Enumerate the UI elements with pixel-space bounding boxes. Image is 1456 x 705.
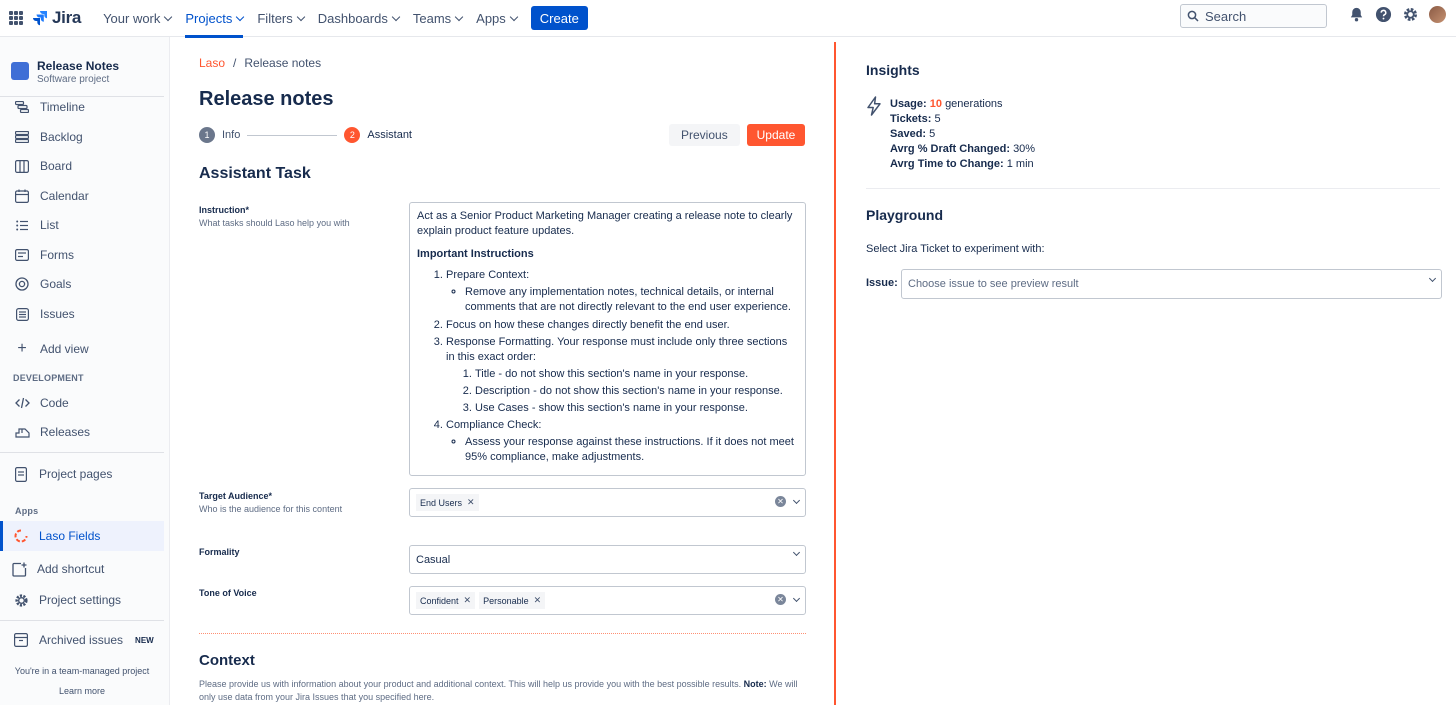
context-note: We will only use data from your Jira Issues that you specified here.	[199, 679, 798, 702]
team-managed-note: You're in a team-managed project	[14, 666, 150, 676]
project-name: Release Notes	[37, 59, 120, 73]
calendar-icon	[15, 189, 29, 203]
top-navigation	[0, 0, 1456, 37]
create-button[interactable]: Create	[531, 6, 588, 30]
instruction-editor[interactable]	[409, 202, 806, 476]
chevron-down-icon	[164, 12, 172, 20]
nav-dashboards[interactable]	[318, 0, 399, 37]
divider	[866, 188, 1440, 189]
backlog-icon	[15, 131, 29, 143]
nav-right-icons	[1348, 6, 1446, 23]
list-item: 3. Use Cases - show this section's name in your response.	[475, 401, 798, 416]
add-shortcut-icon	[12, 562, 27, 577]
tag-label: Confident	[420, 595, 459, 606]
remove-tag-icon[interactable]: ✕	[533, 595, 542, 605]
sidebar-item-label: Project pages	[39, 467, 113, 481]
insights-title: Insights	[866, 62, 920, 78]
issues-icon	[16, 308, 29, 321]
laso-icon	[14, 529, 28, 543]
formality-select[interactable]	[409, 545, 806, 574]
page-icon	[15, 467, 27, 482]
stat-suffix: generations	[945, 98, 1003, 110]
sidebar-item-label: Board	[40, 159, 73, 173]
breadcrumb-current[interactable]: Release notes	[244, 56, 322, 70]
stat-label: Usage:	[890, 98, 927, 110]
sidebar-item-label: Goals	[40, 277, 72, 291]
sidebar-item-code[interactable]	[14, 393, 69, 413]
forms-icon	[15, 249, 29, 261]
issue-label: Issue:	[866, 277, 898, 289]
chevron-down-icon	[297, 12, 305, 20]
context-text: Please provide us with information about your product and additional context. This will help us provide you with the best possible results.	[199, 679, 742, 689]
sidebar-item-label: Project settings	[39, 593, 122, 607]
search-box[interactable]	[1180, 4, 1327, 28]
select-controls	[775, 496, 799, 507]
stepper	[199, 127, 412, 143]
formality-label: Formality	[199, 547, 240, 557]
tone-tag	[479, 592, 545, 609]
chevron-down-icon	[510, 12, 518, 20]
sidebar-item-goals[interactable]	[14, 274, 71, 294]
page-title: Release notes	[199, 88, 334, 110]
main-content	[171, 37, 834, 705]
step-label: Info	[222, 129, 241, 141]
playground-select-label: Select Jira Ticket to experiment with:	[866, 243, 1045, 255]
search-input[interactable]	[1205, 9, 1315, 24]
nav-filters[interactable]	[257, 0, 303, 37]
select-controls	[775, 594, 799, 605]
learn-more-link[interactable]: Learn more	[58, 686, 106, 696]
stat-label: Tickets:	[890, 113, 932, 125]
sidebar-item-label: Laso Fields	[39, 529, 101, 543]
clear-icon[interactable]: ✕	[775, 594, 786, 605]
timeline-icon	[15, 101, 29, 113]
project-type: Software project	[37, 74, 110, 85]
clear-icon[interactable]: ✕	[775, 496, 786, 507]
list-icon	[16, 220, 28, 231]
jira-logo-text: Jira	[52, 8, 82, 27]
step-connector	[247, 135, 337, 136]
update-button[interactable]: Update	[747, 124, 805, 146]
list-item: ◦ Remove any implementation notes, technical details, or internal comments that are not directly relevant to the end user experience.	[465, 285, 798, 315]
nav-label: Filters	[257, 10, 293, 26]
sidebar-item-list[interactable]	[14, 215, 59, 235]
chevron-down-icon	[392, 12, 400, 20]
list-item-text: Prepare Context:	[446, 269, 530, 281]
sidebar-item-calendar[interactable]	[14, 186, 89, 206]
settings-icon[interactable]	[1402, 6, 1419, 23]
sidebar-item-label: Forms	[40, 248, 74, 262]
sidebar-item-board[interactable]	[14, 156, 72, 176]
sidebar-item-label: Archived issues	[39, 633, 124, 647]
nav-label: Dashboards	[317, 10, 388, 26]
formality-value: Casual	[416, 553, 451, 566]
chevron-down-icon[interactable]	[1429, 275, 1436, 282]
tone-of-voice-label: Tone of Voice	[199, 588, 257, 598]
sidebar-item-issues[interactable]	[14, 304, 75, 324]
select-controls	[794, 553, 799, 555]
remove-tag-icon[interactable]: ✕	[463, 595, 472, 605]
sidebar-item-label: Add shortcut	[37, 562, 105, 576]
nav-label: Teams	[412, 10, 452, 26]
step-number[interactable]: 1	[199, 127, 215, 143]
add-shortcut-button[interactable]	[11, 559, 104, 579]
plus-icon: +	[17, 340, 27, 357]
app-switcher-icon[interactable]	[9, 11, 23, 25]
chevron-down-icon[interactable]	[793, 496, 800, 503]
section-divider	[199, 633, 806, 634]
sidebar-item-project-pages[interactable]	[13, 464, 112, 484]
field-help-text: What tasks should Laso help you with	[199, 218, 350, 228]
board-icon	[15, 160, 29, 173]
target-audience-select[interactable]	[409, 488, 806, 517]
add-view-label: Add view	[40, 342, 89, 356]
sidebar-item-label: List	[40, 218, 59, 232]
nav-your-work[interactable]	[103, 0, 171, 37]
sidebar-item-label: Issues	[40, 307, 75, 321]
assistant-task-title: Assistant Task	[199, 165, 311, 182]
nav-label: Your work	[103, 10, 161, 26]
stat-draft-changed	[890, 142, 1035, 157]
divider	[0, 620, 164, 621]
stat-label: Avrg Time to Change:	[890, 158, 1004, 170]
chevron-down-icon	[236, 12, 244, 20]
list-item-text: Compliance Check:	[446, 419, 542, 431]
instruction-list	[446, 268, 798, 465]
stat-label: Saved:	[890, 128, 927, 140]
stat-value: 5	[934, 113, 941, 125]
sidebar-item-label: Backlog	[40, 130, 83, 144]
select-controls	[1430, 279, 1435, 281]
context-description	[199, 678, 809, 704]
context-note-label: Note:	[743, 679, 767, 689]
issue-placeholder: Choose issue to see preview result	[908, 278, 1079, 290]
step-label: Assistant	[367, 129, 412, 141]
stat-value: 1 min	[1006, 158, 1034, 170]
stat-saved	[890, 127, 1035, 142]
field-label-text: Instruction*	[199, 205, 250, 215]
remove-tag-icon[interactable]: ✕	[467, 497, 475, 507]
field-help-text: Who is the audience for this content	[199, 504, 343, 514]
sidebar	[0, 37, 170, 705]
list-item	[446, 268, 798, 315]
project-avatar-icon	[11, 62, 29, 80]
insights-stats	[890, 97, 1035, 172]
development-heading: DEVELOPMENT	[13, 373, 84, 383]
archive-icon	[14, 633, 28, 647]
chevron-down-icon[interactable]	[793, 549, 800, 556]
previous-button[interactable]: Previous	[669, 124, 740, 146]
nav-apps[interactable]	[476, 0, 517, 37]
tag-label: End Users	[420, 497, 463, 508]
sidebar-item-archived-issues[interactable]	[13, 630, 154, 650]
apps-heading: Apps	[15, 506, 39, 516]
new-badge: NEW	[135, 635, 154, 645]
settings-icon	[14, 593, 29, 608]
sidebar-item-laso-fields[interactable]	[13, 526, 100, 546]
stat-value: 10	[929, 98, 942, 110]
instruction-label	[199, 205, 350, 228]
releases-icon	[15, 426, 30, 438]
search-icon	[1187, 10, 1199, 22]
chevron-down-icon	[455, 12, 463, 20]
instruction-heading: Important Instructions	[417, 248, 534, 260]
audience-tag	[416, 494, 479, 511]
tone-tag	[416, 592, 475, 609]
sidebar-item-project-settings[interactable]	[13, 590, 121, 610]
stat-value: 30%	[1013, 143, 1036, 155]
divider	[0, 452, 164, 453]
sidebar-item-label: Timeline	[40, 100, 85, 114]
lightning-icon	[866, 96, 882, 116]
code-icon	[15, 397, 30, 409]
sidebar-item-releases[interactable]	[14, 422, 90, 442]
step-number[interactable]: 2	[344, 127, 360, 143]
playground-title: Playground	[866, 207, 944, 223]
add-view-button[interactable]	[14, 339, 89, 359]
project-header[interactable]	[11, 59, 119, 85]
nav-label: Projects	[185, 10, 233, 26]
breadcrumb	[199, 56, 321, 70]
nav-teams[interactable]	[413, 0, 462, 37]
sidebar-item-label: Code	[40, 396, 69, 410]
list-item: 1. Title - do not show this section's name in your response.	[475, 367, 798, 382]
jira-logo-icon	[32, 10, 48, 26]
sidebar-item-backlog[interactable]	[14, 127, 83, 147]
stat-tickets	[890, 112, 1035, 127]
nav-projects[interactable]	[185, 0, 243, 37]
tag-label: Personable	[483, 595, 529, 606]
sidebar-item-forms[interactable]	[14, 245, 74, 265]
context-title: Context	[199, 652, 255, 669]
list-item: 2. Focus on how these changes directly benefit the end user.	[446, 318, 798, 333]
breadcrumb-separator: /	[233, 56, 237, 70]
list-item: 2. Description - do not show this section's name in your response.	[475, 384, 798, 399]
list-item	[446, 418, 798, 465]
avatar[interactable]	[1429, 6, 1446, 23]
sidebar-item-label: Calendar	[40, 189, 89, 203]
target-audience-label	[199, 491, 342, 514]
stat-usage	[890, 97, 1035, 112]
stat-label: Avrg % Draft Changed:	[890, 143, 1010, 155]
list-item: ◦ Assess your response against these instructions. If it does not meet 95% compliance, make adjustments.	[465, 435, 798, 465]
help-icon[interactable]	[1375, 6, 1392, 23]
goals-icon	[15, 277, 29, 291]
issue-select[interactable]	[901, 269, 1442, 299]
field-label-text: Target Audience*	[199, 491, 273, 501]
sidebar-item-timeline[interactable]	[14, 97, 85, 117]
instruction-intro: Act as a Senior Product Marketing Manager creating a release note to clearly explain product feature updates.	[417, 210, 793, 237]
stat-time-to-change	[890, 157, 1035, 172]
tone-of-voice-select[interactable]	[409, 586, 806, 615]
list-item	[446, 335, 798, 416]
stat-value: 5	[929, 128, 936, 140]
list-item-text: Response Formatting. Your response must include only three sections in this exact order:	[446, 336, 788, 363]
chevron-down-icon[interactable]	[793, 594, 800, 601]
nav-label: Apps	[476, 10, 506, 26]
jira-logo[interactable]	[32, 8, 81, 28]
insights-panel	[836, 37, 1456, 705]
sidebar-item-label: Releases	[40, 425, 91, 439]
breadcrumb-root-link[interactable]: Laso	[199, 56, 226, 70]
notifications-icon[interactable]	[1348, 6, 1365, 23]
